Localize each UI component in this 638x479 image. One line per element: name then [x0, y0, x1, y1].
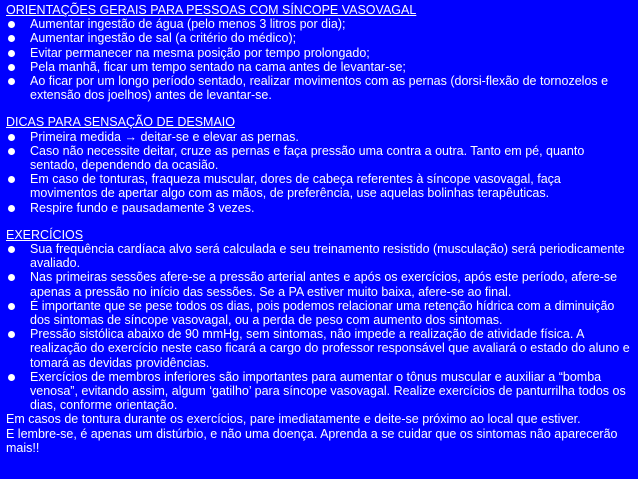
- list-item: Sua frequência cardíaca alvo será calculada e seu treinamento resistido (musculação) será periodicamente avaliado.: [6, 242, 630, 270]
- section-heading-dicas: DICAS PARA SENSAÇÃO DE DESMAIO: [6, 115, 235, 130]
- list-item: Pressão sistólica abaixo de 90 mmHg, sem sintomas, não impede a realização de atividade física. A realização do exercício neste caso ficará a cargo do professor responsável que avaliará o estado do aluno e tomará as devidas providências.: [6, 327, 630, 370]
- bullet-icon: [8, 64, 15, 71]
- list-item: Aumentar ingestão de sal (a critério do médico);: [6, 31, 630, 45]
- bullet-icon: [8, 274, 15, 281]
- bullet-icon: [8, 246, 15, 253]
- list-item: Em caso de tonturas, fraqueza muscular, dores de cabeça referentes à síncope vasovagal, faça movimentos de apertar algo com as mãos, de preferência, use aquelas bolinhas terapêuticas.: [6, 172, 630, 200]
- exercicios-list: [6, 242, 630, 412]
- bullet-icon: [8, 21, 15, 28]
- list-item: Primeira medida → deitar-se e elevar as pernas.: [6, 130, 630, 144]
- bullet-icon: [8, 35, 15, 42]
- list-item: Pela manhã, ficar um tempo sentado na cama antes de levantar-se;: [6, 60, 630, 74]
- list-item: Exercícios de membros inferiores são importantes para aumentar o tônus muscular e auxiliar a “bomba venosa”, evitando assim, algum ‘gatilho’ para síncope vasovagal. Realize exercícios de panturrilha todos os dias, conforme orientação.: [6, 370, 630, 413]
- bullet-icon: [8, 374, 15, 381]
- bullet-icon: [8, 176, 15, 183]
- orientacoes-list: [6, 17, 630, 102]
- bullet-icon: [8, 303, 15, 310]
- bullet-icon: [8, 134, 15, 141]
- bullet-icon: [8, 331, 15, 338]
- bullet-icon: [8, 148, 15, 155]
- section-heading-exercicios: EXERCÍCIOS: [6, 227, 84, 242]
- list-item: Respire fundo e pausadamente 3 vezes.: [6, 201, 630, 215]
- bullet-icon: [8, 50, 15, 57]
- closing-paragraph-lembre-se: E lembre-se, é apenas um distúrbio, e não uma doença. Aprenda a se cuidar que os sintomas não aparecerão mais!!: [6, 426, 618, 455]
- bullet-icon: [8, 78, 15, 85]
- bullet-icon: [8, 205, 15, 212]
- list-item: Caso não necessite deitar, cruze as pernas e faça pressão uma contra a outra. Tanto em pé, quanto sentado, dependendo da ocasião.: [6, 144, 630, 172]
- list-item: Aumentar ingestão de água (pelo menos 3 litros por dia);: [6, 17, 630, 31]
- list-item: É importante que se pese todos os dias, pois podemos relacionar uma retenção hídrica com a diminuição dos sintomas de síncope vasovagal, ou a perda de peso com aumento dos sintomas.: [6, 299, 630, 327]
- list-item: Evitar permanecer na mesma posição por tempo prolongado;: [6, 46, 630, 60]
- section-heading-orientacoes: ORIENTAÇÕES GERAIS PARA PESSOAS COM SÍNCOPE VASOVAGAL: [6, 3, 417, 17]
- closing-paragraph-tontura: Em casos de tontura durante os exercícios, pare imediatamente e deite-se próximo ao local que estiver.: [6, 412, 581, 427]
- dicas-list: [6, 130, 630, 215]
- list-item: Nas primeiras sessões afere-se a pressão arterial antes e após os exercícios, após este período, afere-se apenas a pressão no início das sessões. Se a PA estiver muito baixa, afere-se ao final.: [6, 270, 630, 298]
- list-item: Ao ficar por um longo período sentado, realizar movimentos com as pernas (dorsi-flexão de tornozelos e extensão dos joelhos) antes de levantar-se.: [6, 74, 630, 102]
